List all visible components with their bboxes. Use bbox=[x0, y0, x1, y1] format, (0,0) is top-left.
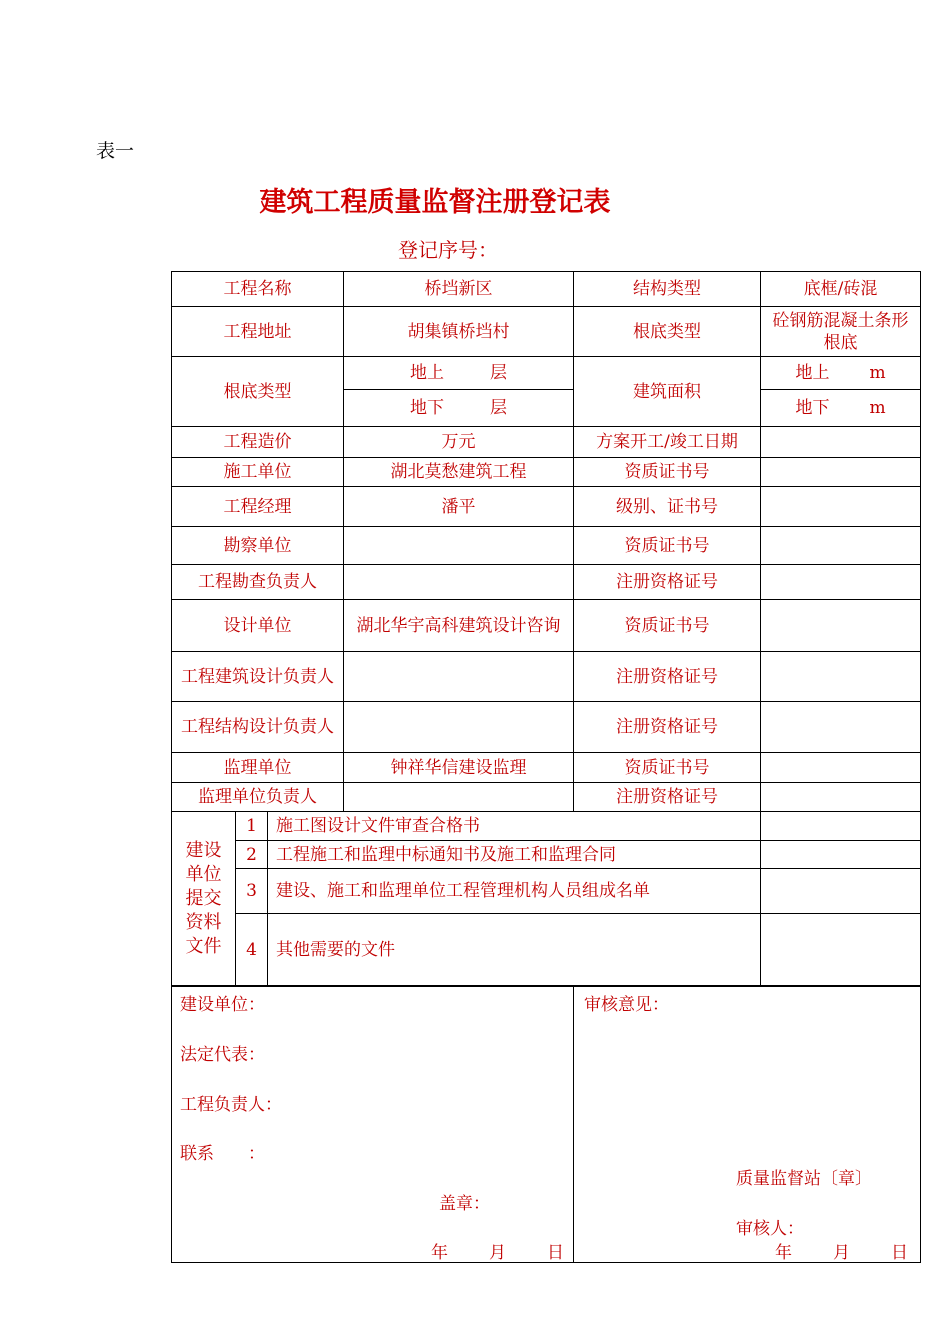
page-title: 建筑工程质量监督注册登记表 bbox=[259, 187, 611, 218]
table-row bbox=[172, 702, 921, 753]
doc-item-text: 施工图设计文件审查合格书 bbox=[268, 812, 761, 841]
doc-item-check bbox=[761, 812, 921, 841]
signature-table bbox=[171, 985, 921, 1263]
contractor-label: 施工单位 bbox=[172, 458, 344, 487]
survey-lead-value bbox=[344, 565, 574, 600]
reviewer-label: 审核人： bbox=[736, 1219, 804, 1239]
arch-lead-value bbox=[344, 652, 574, 702]
manager-cert-label: 级别、证书号 bbox=[574, 487, 761, 527]
design-cert-value bbox=[761, 600, 921, 652]
survey-cert-value bbox=[761, 527, 921, 565]
survey-value bbox=[344, 527, 574, 565]
review-date-year: 年 bbox=[775, 1243, 792, 1263]
client-unit-label: 建设单位： bbox=[180, 995, 265, 1015]
structure-type-value: 底框/砖混 bbox=[761, 272, 921, 307]
supervisor-lead-cert-label: 注册资格证号 bbox=[574, 783, 761, 812]
survey-label: 勘察单位 bbox=[172, 527, 344, 565]
manager-label: 工程经理 bbox=[172, 487, 344, 527]
table-row bbox=[172, 783, 921, 812]
building-area-label: 建筑面积 bbox=[574, 357, 761, 427]
project-address-label: 工程地址 bbox=[172, 307, 344, 357]
table-row bbox=[172, 307, 921, 357]
supervisor-label: 监理单位 bbox=[172, 753, 344, 783]
doc-item-text: 其他需要的文件 bbox=[268, 914, 761, 987]
floors-below: 地下 层 bbox=[344, 390, 574, 427]
table-row bbox=[172, 487, 921, 527]
client-sign-cell bbox=[172, 986, 574, 1263]
station-seal-label: 质量监督站〔章〕 bbox=[736, 1169, 872, 1189]
doc-item-num: 2 bbox=[236, 841, 268, 869]
table-row bbox=[172, 357, 921, 390]
doc-item-check bbox=[761, 869, 921, 914]
contact-label: 联系 ： bbox=[180, 1144, 265, 1164]
foundation-type-label: 根底类型 bbox=[574, 307, 761, 357]
area-below: 地下 m bbox=[761, 390, 921, 427]
contractor-cert-value bbox=[761, 458, 921, 487]
manager-cert-value bbox=[761, 487, 921, 527]
design-value: 湖北华宇高科建筑设计咨询 bbox=[344, 600, 574, 652]
cost-label: 工程造价 bbox=[172, 427, 344, 458]
schedule-value bbox=[761, 427, 921, 458]
arch-lead-cert-label: 注册资格证号 bbox=[574, 652, 761, 702]
review-date-day: 日 bbox=[891, 1243, 908, 1263]
project-name-value: 桥垱新区 bbox=[344, 272, 574, 307]
review-cell bbox=[574, 986, 921, 1263]
table-row bbox=[172, 869, 921, 914]
supervisor-lead-value bbox=[344, 783, 574, 812]
doc-item-check bbox=[761, 841, 921, 869]
design-cert-label: 资质证书号 bbox=[574, 600, 761, 652]
doc-item-text: 工程施工和监理中标通知书及施工和监理合同 bbox=[268, 841, 761, 869]
schedule-label: 方案开工/竣工日期 bbox=[574, 427, 761, 458]
docs-section-label: 建设单位提交资料文件 bbox=[172, 812, 236, 987]
doc-item-num: 3 bbox=[236, 869, 268, 914]
table-label: 表一 bbox=[96, 140, 135, 162]
date-year: 年 bbox=[431, 1243, 448, 1263]
table-row bbox=[172, 600, 921, 652]
table-row bbox=[172, 427, 921, 458]
review-opinion-label: 审核意见： bbox=[584, 995, 669, 1015]
struct-lead-value bbox=[344, 702, 574, 753]
survey-lead-label: 工程勘查负责人 bbox=[172, 565, 344, 600]
table-row bbox=[172, 652, 921, 702]
supervisor-lead-label: 监理单位负责人 bbox=[172, 783, 344, 812]
survey-cert-label: 资质证书号 bbox=[574, 527, 761, 565]
date-month: 月 bbox=[489, 1243, 506, 1263]
contractor-cert-label: 资质证书号 bbox=[574, 458, 761, 487]
survey-lead-cert-label: 注册资格证号 bbox=[574, 565, 761, 600]
doc-item-check bbox=[761, 914, 921, 987]
struct-lead-cert-value bbox=[761, 702, 921, 753]
table-row bbox=[172, 812, 921, 841]
project-lead-label: 工程负责人： bbox=[180, 1095, 282, 1115]
table-row bbox=[172, 527, 921, 565]
supervisor-value: 钟祥华信建设监理 bbox=[344, 753, 574, 783]
design-label: 设计单位 bbox=[172, 600, 344, 652]
struct-lead-cert-label: 注册资格证号 bbox=[574, 702, 761, 753]
table-row bbox=[172, 272, 921, 307]
table-row bbox=[172, 914, 921, 987]
cost-value: 万元 bbox=[344, 427, 574, 458]
contractor-value: 湖北莫愁建筑工程 bbox=[344, 458, 574, 487]
struct-lead-label: 工程结构设计负责人 bbox=[172, 702, 344, 753]
doc-item-text: 建设、施工和监理单位工程管理机构人员组成名单 bbox=[268, 869, 761, 914]
serial-number-label: 登记序号： bbox=[398, 238, 498, 262]
manager-value: 潘平 bbox=[344, 487, 574, 527]
foundation-type-value: 砼钢筋混凝土条形根底 bbox=[761, 307, 921, 357]
foundation-label: 根底类型 bbox=[172, 357, 344, 427]
doc-item-num: 4 bbox=[236, 914, 268, 987]
review-date-month: 月 bbox=[833, 1243, 850, 1263]
supervisor-cert-label: 资质证书号 bbox=[574, 753, 761, 783]
arch-lead-label: 工程建筑设计负责人 bbox=[172, 652, 344, 702]
area-above: 地上 m bbox=[761, 357, 921, 390]
table-row bbox=[172, 841, 921, 869]
table-row bbox=[172, 753, 921, 783]
supervisor-lead-cert-value bbox=[761, 783, 921, 812]
doc-item-num: 1 bbox=[236, 812, 268, 841]
table-row bbox=[172, 458, 921, 487]
floors-above: 地上 层 bbox=[344, 357, 574, 390]
arch-lead-cert-value bbox=[761, 652, 921, 702]
table-row bbox=[172, 565, 921, 600]
project-name-label: 工程名称 bbox=[172, 272, 344, 307]
supervisor-cert-value bbox=[761, 753, 921, 783]
survey-lead-cert-value bbox=[761, 565, 921, 600]
legal-rep-label: 法定代表： bbox=[180, 1045, 265, 1065]
date-day: 日 bbox=[547, 1243, 564, 1263]
registration-table bbox=[171, 271, 921, 987]
structure-type-label: 结构类型 bbox=[574, 272, 761, 307]
project-address-value: 胡集镇桥垱村 bbox=[344, 307, 574, 357]
seal-label: 盖章： bbox=[439, 1194, 490, 1214]
